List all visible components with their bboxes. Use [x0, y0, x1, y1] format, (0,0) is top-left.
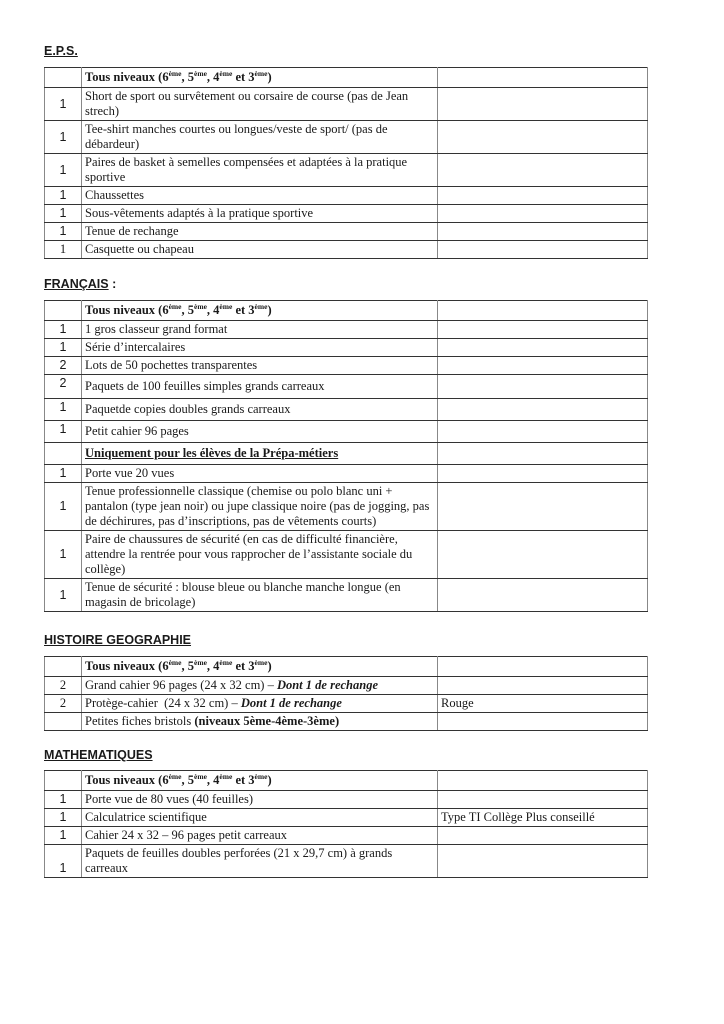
table-row	[45, 205, 648, 223]
item-cell: Petit cahier 96 pages	[82, 421, 438, 443]
item-cell: Tenue professionnelle classique (chemise ou polo blanc uni + pantalon (type jean noir) ou jupe classique noire (pas de jogging, pas de déchirures, pas d’inscriptions, pas de vêtements courts)	[82, 483, 438, 531]
item-cell: Série d’intercalaires	[82, 339, 438, 357]
table-row	[45, 399, 648, 421]
histoire-table	[44, 656, 648, 731]
item-cell	[82, 677, 438, 695]
table-row	[45, 154, 648, 187]
note-cell: Type TI Collège Plus conseillé	[438, 809, 648, 827]
note-header-cell	[438, 301, 648, 321]
qty-header-cell	[45, 771, 82, 791]
qty-cell: 1	[45, 465, 82, 483]
table-row	[45, 677, 648, 695]
note-cell	[438, 375, 648, 399]
levels-header: Tous niveaux (6ème, 5ème, 4ème et 3ème)	[82, 657, 438, 677]
qty-cell: 1	[45, 223, 82, 241]
table-row	[45, 483, 648, 531]
qty-cell: 1	[45, 187, 82, 205]
note-cell: Rouge	[438, 695, 648, 713]
item-cell: Porte vue 20 vues	[82, 465, 438, 483]
table-header-row	[45, 301, 648, 321]
levels-header: Tous niveaux (6ème, 5ème, 4ème et 3ème)	[82, 771, 438, 791]
item-cell: Sous-vêtements adaptés à la pratique sportive	[82, 205, 438, 223]
note-header-cell	[438, 657, 648, 677]
section-title-text: HISTOIRE GEOGRAPHIE	[44, 633, 192, 647]
note-cell	[438, 827, 648, 845]
item-cell: Lots de 50 pochettes transparentes	[82, 357, 438, 375]
note-header-cell	[438, 68, 648, 88]
section-title-text: MATHEMATIQUES	[44, 748, 153, 762]
qty-header-cell	[45, 68, 82, 88]
francais-table	[44, 300, 648, 612]
table-row	[45, 187, 648, 205]
section-title-eps	[44, 44, 78, 58]
note-cell	[438, 357, 648, 375]
qty-cell: 1	[45, 827, 82, 845]
table-row	[45, 375, 648, 399]
levels-header: Tous niveaux (6ème, 5ème, 4ème et 3ème)	[82, 301, 438, 321]
note-cell	[438, 791, 648, 809]
table-row	[45, 339, 648, 357]
item-cell	[82, 713, 438, 731]
section-title-text: FRANÇAIS	[44, 277, 109, 291]
qty-cell: 2	[45, 695, 82, 713]
item-cell: Tee-shirt manches courtes ou longues/veste de sport/ (pas de débardeur)	[82, 121, 438, 154]
note-cell	[438, 845, 648, 878]
note-cell	[438, 121, 648, 154]
section-title-text: E.P.S.	[44, 44, 78, 58]
table-row	[45, 321, 648, 339]
item-cell: Calculatrice scientifique	[82, 809, 438, 827]
qty-cell: 1	[45, 579, 82, 612]
qty-cell: 1	[45, 809, 82, 827]
qty-header-cell	[45, 301, 82, 321]
qty-cell: 1	[45, 845, 82, 878]
item-cell: Porte vue de 80 vues (40 feuilles)	[82, 791, 438, 809]
table-row	[45, 531, 648, 579]
qty-cell: 1	[45, 531, 82, 579]
item-cell: Cahier 24 x 32 – 96 pages petit carreaux	[82, 827, 438, 845]
qty-cell: 1	[45, 339, 82, 357]
item-cell: Casquette ou chapeau	[82, 241, 438, 259]
note-cell	[438, 88, 648, 121]
table-header-row	[45, 771, 648, 791]
table-row	[45, 713, 648, 731]
note-cell	[438, 241, 648, 259]
note-cell	[438, 677, 648, 695]
qty-cell: 1	[45, 399, 82, 421]
item-emphasis: Dont 1 de rechange	[276, 678, 378, 692]
qty-cell: 1	[45, 121, 82, 154]
table-row	[45, 827, 648, 845]
section-title-maths	[44, 748, 153, 762]
qty-cell: 1	[45, 154, 82, 187]
section-title-histoire	[44, 633, 191, 647]
table-row	[45, 809, 648, 827]
qty-cell: 2	[45, 677, 82, 695]
item-cell: Paires de basket à semelles compensées et adaptées à la pratique sportive	[82, 154, 438, 187]
qty-cell: 1	[45, 88, 82, 121]
item-text: Petites fiches bristols	[85, 714, 195, 728]
table-row	[45, 357, 648, 375]
note-cell	[438, 483, 648, 531]
table-row	[45, 121, 648, 154]
section-title-francais	[44, 277, 116, 291]
note-cell	[438, 531, 648, 579]
item-cell: Paquetde copies doubles grands carreaux	[82, 399, 438, 421]
item-text: Grand cahier 96 pages (24 x 32 cm) –	[85, 678, 277, 692]
item-emphasis: Dont 1 de rechange	[240, 696, 342, 710]
section-title-suffix: :	[108, 277, 117, 291]
note-cell	[438, 465, 648, 483]
table-row	[45, 579, 648, 612]
table-row	[45, 791, 648, 809]
qty-cell: 2	[45, 375, 82, 399]
qty-cell: 1	[45, 421, 82, 443]
item-cell: Tenue de rechange	[82, 223, 438, 241]
note-cell	[438, 223, 648, 241]
item-cell: Tenue de sécurité : blouse bleue ou blanche manche longue (en magasin de bricolage)	[82, 579, 438, 612]
note-cell	[438, 154, 648, 187]
item-text: Protège-cahier (24 x 32 cm) –	[85, 696, 241, 710]
note-cell	[438, 713, 648, 731]
note-cell	[438, 443, 648, 465]
item-cell: Short de sport ou survêtement ou corsaire de course (pas de Jean strech)	[82, 88, 438, 121]
item-cell: Paquets de 100 feuilles simples grands carreaux	[82, 375, 438, 399]
note-cell	[438, 321, 648, 339]
table-header-row	[45, 657, 648, 677]
table-row	[45, 465, 648, 483]
qty-cell: 1	[45, 241, 82, 259]
prepa-subheader-row	[45, 443, 648, 465]
qty-cell: 1	[45, 205, 82, 223]
qty-cell: 2	[45, 357, 82, 375]
table-row	[45, 695, 648, 713]
note-cell	[438, 579, 648, 612]
maths-table	[44, 770, 648, 878]
item-emphasis: (niveaux 5ème-4ème-3ème)	[194, 714, 340, 728]
item-cell: Chaussettes	[82, 187, 438, 205]
table-row	[45, 845, 648, 878]
eps-table	[44, 67, 648, 259]
qty-cell: 1	[45, 483, 82, 531]
qty-cell: 1	[45, 791, 82, 809]
qty-cell	[45, 713, 82, 731]
note-cell	[438, 399, 648, 421]
item-cell: Paquets de feuilles doubles perforées (21 x 29,7 cm) à grands carreaux	[82, 845, 438, 878]
table-header-row	[45, 68, 648, 88]
item-cell: Paire de chaussures de sécurité (en cas de difficulté financière, attendre la rentrée pour vous rapprocher de l’assistante sociale du collège)	[82, 531, 438, 579]
table-row	[45, 421, 648, 443]
item-cell	[82, 695, 438, 713]
table-row	[45, 241, 648, 259]
note-cell	[438, 339, 648, 357]
note-cell	[438, 205, 648, 223]
table-row	[45, 88, 648, 121]
qty-cell: 1	[45, 321, 82, 339]
table-row	[45, 223, 648, 241]
prepa-subheader: Uniquement pour les élèves de la Prépa-métiers	[82, 443, 438, 465]
note-cell	[438, 187, 648, 205]
levels-header: Tous niveaux (6ème, 5ème, 4ème et 3ème)	[82, 68, 438, 88]
note-cell	[438, 421, 648, 443]
note-header-cell	[438, 771, 648, 791]
qty-cell	[45, 443, 82, 465]
item-cell: 1 gros classeur grand format	[82, 321, 438, 339]
qty-header-cell	[45, 657, 82, 677]
